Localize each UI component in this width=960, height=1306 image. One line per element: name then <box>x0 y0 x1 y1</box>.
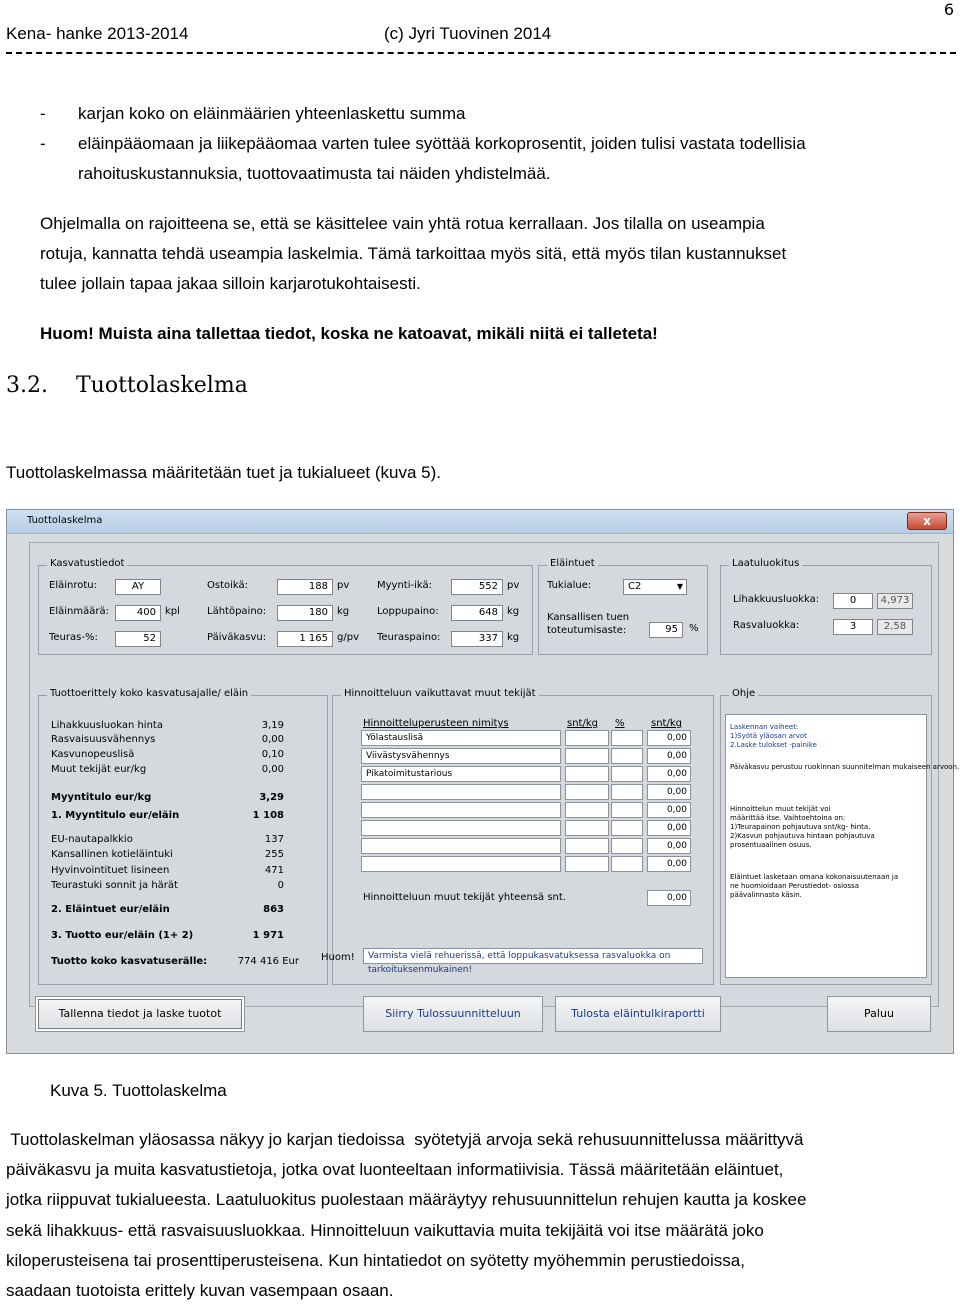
row-label: Lihakkuusluokan hinta <box>51 720 163 731</box>
body-line-4: sekä lihakkuus- että rasvaisuusluokkaa. Hinnoitteluun vaikuttavia muita tekijäitä voi itse määrätä joko <box>6 1221 764 1240</box>
sntkg-input[interactable] <box>565 784 609 800</box>
sntkg-result: 0,00 <box>647 784 691 800</box>
row-label: Tuotto koko kasvatuserälle: <box>51 956 208 967</box>
lihakkuus-field[interactable]: 0 <box>833 593 873 609</box>
row-label: Rasvaisuusvähennys <box>51 734 156 745</box>
header-divider <box>6 52 956 54</box>
sntkg-input[interactable] <box>565 766 609 782</box>
row-label: Kansallinen kotieläintuki <box>51 849 173 860</box>
tulosta-raportti-button[interactable]: Tulosta eläintulkiraportti <box>555 996 721 1032</box>
tuottoerittely-group <box>38 688 328 985</box>
paragraph-line-1: Ohjelmalla on rajoitteena se, että se käsittelee vain yhtä rotua kerrallaan. Jos tilalla on useampia <box>40 214 765 233</box>
laatuluokitus-title: Laatuluokitus <box>729 558 802 569</box>
row-value: 863 <box>263 904 284 915</box>
col-name-header: Hinnoitteluperusteen nimitys <box>363 718 509 729</box>
elaintuet-title: Eläintuet <box>547 558 598 569</box>
sntkg-input[interactable] <box>565 820 609 836</box>
sntkg-input[interactable] <box>565 802 609 818</box>
ohje-group <box>720 688 960 985</box>
sntkg-result: 0,00 <box>647 838 691 854</box>
row-value: 1 108 <box>252 810 284 821</box>
row-value: 0 <box>277 880 284 891</box>
hinnoittelu-group <box>321 688 714 985</box>
sntkg-result: 0,00 <box>647 820 691 836</box>
body-line-2: päiväkasvu ja muita kasvatustietoja, jotka ovat luonteeltaan informatiivisia. Tässä määritetään eläintuet, <box>6 1160 784 1179</box>
pct-input[interactable] <box>611 820 643 836</box>
row-label: Muut tekijät eur/kg <box>51 764 147 775</box>
kasvatustiedot-group <box>38 558 533 655</box>
bullet-dash: - <box>40 104 46 123</box>
window-title: Tuottolaskelma <box>27 515 103 526</box>
sntkg-input[interactable] <box>565 856 609 872</box>
bullet-2-line-2: rahoituskustannuksia, tuottovaatimusta tai näiden yhdistelmää. <box>78 164 551 183</box>
row-label: 2. Eläintuet eur/eläin <box>51 904 170 915</box>
row-value: 255 <box>264 849 284 860</box>
col-sntkg-header: snt/kg <box>567 718 598 729</box>
row-value: 137 <box>264 834 284 845</box>
teuraspaino-field[interactable]: 337 <box>451 631 503 647</box>
price-item-name[interactable] <box>361 820 561 836</box>
sntkg-result: 0,00 <box>647 730 691 746</box>
elaintuet-group <box>538 558 708 655</box>
rasvaluokka-reference: 2,58 <box>877 619 913 635</box>
loppupaino-label: Loppupaino: <box>377 606 439 617</box>
sntkg-result: 0,00 <box>647 802 691 818</box>
row-label: Kasvunopeuslisä <box>51 749 135 760</box>
teuras-label: Teuras-%: <box>49 632 98 643</box>
loppupaino-unit: kg <box>507 606 520 617</box>
rasvaluokka-field[interactable]: 3 <box>833 619 873 635</box>
hinnoittelu-total: 0,00 <box>647 890 691 906</box>
row-value: 3,19 <box>261 720 284 731</box>
pct-input[interactable] <box>611 784 643 800</box>
kansallinen-label-2: toteutumisaste: <box>547 625 627 636</box>
paragraph-line-3: tulee jollain tapaa jakaa silloin karjarotukohtaisesti. <box>40 274 421 293</box>
figure-caption: Kuva 5. Tuottolaskelma <box>50 1081 227 1100</box>
close-icon[interactable]: x <box>907 512 947 530</box>
paragraph-line-2: rotuja, kannatta tehdä useampia laskelmia. Tämä tarkoittaa myös sitä, että myös tilan kustannukset <box>40 244 787 263</box>
lahtopaino-unit: kg <box>337 606 350 617</box>
ohje-text-1: Laskennan vaiheet: 1)Syötä yläosan arvot 2.Laske tulokset -painike <box>730 723 817 749</box>
rasvaluokka-label: Rasvaluokka: <box>733 620 800 631</box>
elainrotu-label: Eläinrotu: <box>49 580 97 591</box>
ohje-title: Ohje <box>729 688 758 699</box>
pct-input[interactable] <box>611 730 643 746</box>
window-titlebar <box>7 510 953 534</box>
elainmaara-label: Eläinmäärä: <box>49 606 109 617</box>
row-value: 1 971 <box>252 930 284 941</box>
row-value: 0,10 <box>261 749 284 760</box>
ohje-panel <box>725 714 960 978</box>
bullet-dash: - <box>40 134 46 153</box>
section-number: 3.2. <box>6 373 48 398</box>
col-sntkg2-header: snt/kg <box>651 718 682 729</box>
tukialue-label: Tukialue: <box>547 580 592 591</box>
bullet-1: karjan koko on eläinmäärien yhteenlaskettu summa <box>78 104 466 123</box>
tulossuunnittelu-button[interactable]: Siirry Tulossuunnitteluun <box>363 996 543 1032</box>
tuottolaskelma-window <box>6 509 960 1054</box>
hinnoittelu-title: Hinnoitteluun vaikuttavat muut tekijät <box>341 688 539 699</box>
tuottoerittely-title: Tuottoerittely koko kasvatusajalle/ eläin <box>47 688 251 699</box>
section-title: Tuottolaskelma <box>76 373 248 398</box>
row-label: Hyvinvointituet lisineen <box>51 865 170 876</box>
paluu-button[interactable]: Paluu <box>827 996 931 1032</box>
section-lead: Tuottolaskelmassa määritetään tuet ja tukialueet (kuva 5). <box>6 463 441 482</box>
save-note: Huom! Muista aina tallettaa tiedot, koska ne katoavat, mikäli niitä ei talleteta! <box>40 324 658 343</box>
col-pct-header: % <box>615 718 625 729</box>
price-item-name[interactable] <box>361 802 561 818</box>
ohje-text-2: Päiväkasvu perustuu ruokinnan suunnitelman mukaiseen arvoon. <box>730 763 960 771</box>
page-number: 6 <box>943 0 954 19</box>
row-label: Teurastuki sonnit ja härät <box>51 880 178 891</box>
row-value: 3,29 <box>259 792 284 803</box>
row-label: 3. Tuotto eur/eläin (1+ 2) <box>51 930 194 941</box>
lihakkuus-reference: 4,973 <box>877 593 913 609</box>
price-item-name[interactable] <box>361 856 561 872</box>
pct-input[interactable] <box>611 856 643 872</box>
row-label: 1. Myyntitulo eur/eläin <box>51 810 180 821</box>
kasvatustiedot-title: Kasvatustiedot <box>47 558 127 569</box>
teuraspaino-unit: kg <box>507 632 520 643</box>
row-value: 774 416 Eur <box>237 956 299 967</box>
ohje-text-3: Hinnoittelun muut tekijät voi määrittää itse. Vaihtoehtoina on: 1)Teurapainon pohjautuva snt/kg- hinta. 2)Kasvun pohjautuva hintaan pohjautuva prosentuaalinen osuus. <box>730 805 875 849</box>
myyntiika-label: Myynti-ikä: <box>377 580 432 591</box>
teuras-field[interactable]: 52 <box>115 631 161 647</box>
header-copyright: (c) Jyri Tuovinen 2014 <box>384 24 552 43</box>
kansallinen-label-1: Kansallisen tuen <box>547 612 630 623</box>
row-label: EU-nautapalkkio <box>51 834 133 845</box>
huom-message: Varmista vielä rehuerissä, että loppukasvatuksessa rasvaluokka on tarkoituksenmukainen! <box>363 948 703 964</box>
sntkg-result: 0,00 <box>647 766 691 782</box>
elainmaara-field[interactable]: 400 <box>115 605 161 621</box>
price-item-name[interactable] <box>361 838 561 854</box>
huom-label: Huom! <box>321 952 355 963</box>
teuraspaino-label: Teuraspaino: <box>377 632 441 643</box>
sntkg-result: 0,00 <box>647 856 691 872</box>
form-area <box>29 542 960 1007</box>
body-line-3: jotka riippuvat tukialueesta. Laatuluokitus puolestaan määräytyy rehusuunnittelun rehujen kautta ja koskee <box>6 1190 807 1209</box>
row-value: 471 <box>264 865 284 876</box>
pct-input[interactable] <box>611 802 643 818</box>
laatuluokitus-group <box>720 558 932 655</box>
ohje-text-4: Eläintuet lasketaan omana kokonaisuutenaan ja ne huomioidaan Perustiedot- osiossa päävalinnasta käsin. <box>730 873 899 899</box>
row-value: 0,00 <box>261 764 284 775</box>
save-button[interactable]: Tallenna tiedot ja laske tuotot <box>35 996 245 1032</box>
myyntiika-unit: pv <box>507 580 520 591</box>
lihakkuus-label: Lihakkuusluokka: <box>733 594 820 605</box>
ostoika-unit: pv <box>337 580 350 591</box>
sntkg-input[interactable] <box>565 748 609 764</box>
body-line-5: kiloperusteisena tai prosenttiperusteisena. Kun hintatiedot on syötetty myöhemmin perustiedoissa, <box>6 1251 745 1270</box>
pct-input[interactable] <box>611 766 643 782</box>
hinnoittelu-total-label: Hinnoitteluun muut tekijät yhteensä snt. <box>363 892 566 903</box>
paivakasvu-unit: g/pv <box>337 632 359 643</box>
tukialue-select[interactable] <box>623 579 687 595</box>
ostoika-label: Ostoikä: <box>207 580 249 591</box>
ostoika-field[interactable]: 188 <box>277 579 333 595</box>
kansallinen-field[interactable]: 95 <box>649 622 683 638</box>
lahtopaino-field[interactable]: 180 <box>277 605 333 621</box>
elainrotu-field[interactable]: AY <box>115 579 161 595</box>
pct-input[interactable] <box>611 748 643 764</box>
row-label: Myyntitulo eur/kg <box>51 792 152 803</box>
header-project: Kena- hanke 2013-2014 <box>6 24 189 43</box>
elainmaara-unit: kpl <box>165 606 180 617</box>
price-item-name[interactable]: Viivästysvähennys <box>361 748 561 764</box>
price-item-name[interactable]: Yölastauslisä <box>361 730 561 746</box>
body-line-6: saadaan tuotoista erittely kuvan vasempaan osaan. <box>6 1281 394 1300</box>
row-value: 0,00 <box>261 734 284 745</box>
price-item-name[interactable] <box>361 784 561 800</box>
kansallinen-unit: % <box>689 623 699 634</box>
chevron-down-icon: ▼ <box>676 582 683 591</box>
bullet-2-line-1: eläinpääomaan ja liikepääomaa varten tulee syöttää korkoprosentit, joiden tulisi vastata todellisia <box>78 134 806 153</box>
price-item-name[interactable]: Pikatoimitustarious <box>361 766 561 782</box>
sntkg-input[interactable] <box>565 838 609 854</box>
paivakasvu-label: Päiväkasvu: <box>207 632 267 643</box>
body-line-1: Tuottolaskelman yläosassa näkyy jo karjan tiedoissa syötetyjä arvoja sekä rehusuunnittelussa määrittyvä <box>6 1130 804 1149</box>
sntkg-result: 0,00 <box>647 748 691 764</box>
sntkg-input[interactable] <box>565 730 609 746</box>
tukialue-value: C2 <box>628 581 642 592</box>
myyntiika-field[interactable]: 552 <box>451 579 503 595</box>
lahtopaino-label: Lähtöpaino: <box>207 606 267 617</box>
paivakasvu-field[interactable]: 1 165 <box>277 631 333 647</box>
pct-input[interactable] <box>611 838 643 854</box>
loppupaino-field[interactable]: 648 <box>451 605 503 621</box>
